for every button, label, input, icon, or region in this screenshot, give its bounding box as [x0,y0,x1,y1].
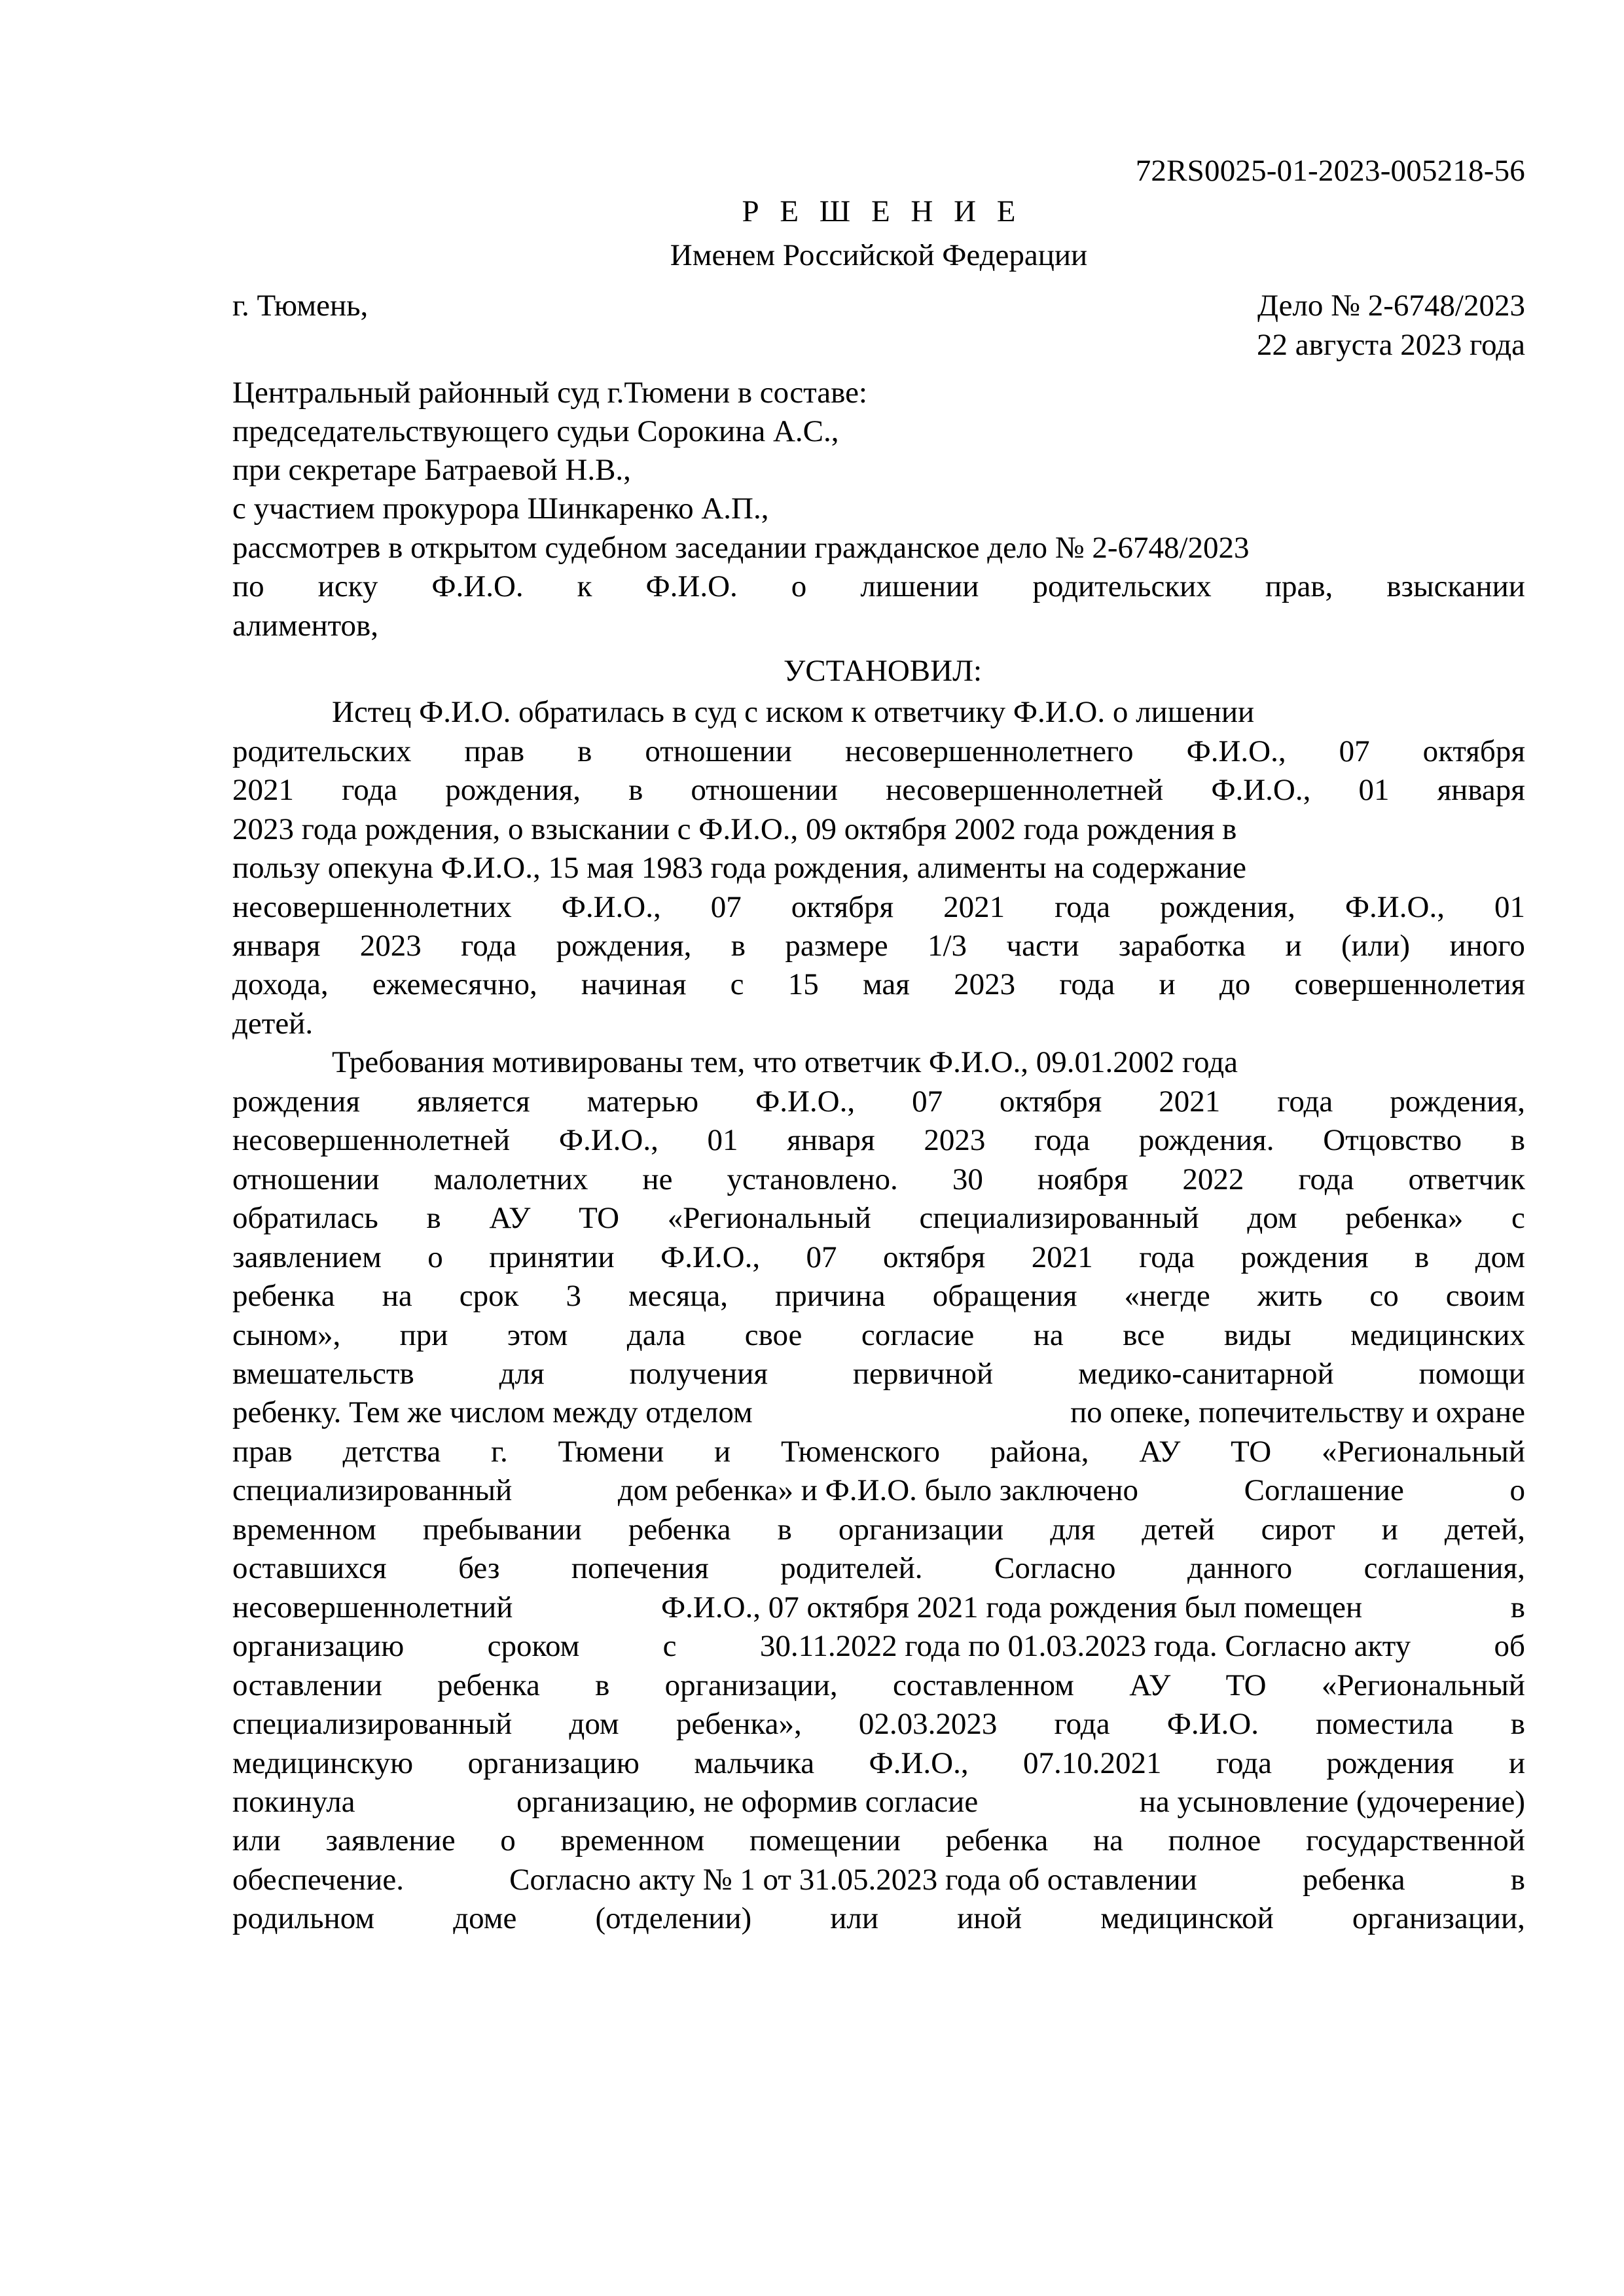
text-word: вмешательств [232,1356,414,1391]
text-word: ребенка [1302,1862,1405,1897]
text-word: в [1510,1707,1525,1742]
text-word: организацию, не оформив согласие [516,1784,979,1819]
text-word: года [1139,1240,1195,1274]
paragraph-line: 2023 года рождения, о взыскании с Ф.И.О., 09 октября 2002 года рождения в [232,812,1237,846]
text-word: и [1159,967,1176,1002]
text-word: сыном», [232,1318,341,1352]
text-word: попечения [571,1551,709,1586]
paragraph-line [232,1277,1525,1316]
text-word: ребенку. Тем же числом между отделом [232,1395,753,1430]
text-word: АУ [1139,1434,1181,1469]
text-word: Ф.И.О., [1344,889,1445,924]
text-word: года [1298,1162,1354,1196]
composition-line: при секретаре Батраевой Н.В., [232,453,631,488]
paragraph-line [232,1238,1525,1277]
text-word: взыскании [1386,569,1525,604]
text-word: при [399,1318,448,1352]
paragraph-line [232,1588,1525,1627]
text-word: иной [957,1901,1022,1936]
text-word: дала [626,1318,686,1352]
text-word: без [458,1551,500,1586]
text-word: в [1510,1862,1525,1897]
text-word: ребенка [232,1279,335,1314]
text-word: Отцовство [1323,1123,1462,1158]
text-word: детей, [1444,1512,1525,1547]
paragraph-line [232,1899,1525,1938]
composition-line: председательствующего судьи Сорокина А.С., [232,414,839,449]
text-word: отношении [645,734,792,768]
text-word: «негде [1124,1279,1210,1314]
text-word: на [1092,1823,1123,1858]
text-word: организацию [232,1629,405,1664]
text-word: ответчик [1408,1162,1525,1196]
text-word: Тюмени [558,1434,664,1469]
text-word: Согласно [994,1551,1116,1586]
text-word: для [499,1356,545,1391]
text-word: несовершеннолетний [232,1590,513,1624]
text-word: ежемесячно, [372,967,537,1002]
text-word: медицинской [1100,1901,1274,1936]
text-word: отношении [232,1162,380,1196]
paragraph-line [232,1627,1525,1666]
paragraph-line [232,1433,1525,1471]
text-word: все [1123,1318,1165,1352]
text-word: организации, [1352,1901,1525,1936]
text-word: «Региональный [1321,1668,1525,1702]
text-word: специализированный [919,1201,1199,1236]
text-word: ТО [1231,1434,1272,1469]
text-word: дохода, [232,967,329,1002]
text-word: ребенка [437,1668,540,1702]
text-word: до [1219,967,1251,1002]
text-word: отношении [691,773,839,808]
text-word: района, [990,1434,1089,1469]
text-word: мальчика [694,1746,815,1780]
text-word: «Региональный [1321,1434,1525,1469]
text-word: с [662,1629,677,1664]
text-word: родительских [1032,569,1212,604]
paragraph-line [232,771,1525,810]
paragraph-line [232,1393,1525,1432]
section-heading-ustanovil: УСТАНОВИЛ: [783,654,983,689]
paragraph-line: Истец Ф.И.О. обратилась в суд с иском к ответчику Ф.И.О. о лишении [332,695,1255,730]
text-word: 02.03.2023 [858,1707,998,1742]
text-word: рождения, [556,928,692,963]
text-word: Ф.И.О. [1166,1707,1259,1742]
text-word: Ф.И.О., [660,1240,761,1274]
text-word: сроком [487,1629,580,1664]
text-word: согласие [861,1318,975,1352]
paragraph-motivation [232,1043,1525,1938]
text-word: в [1415,1240,1430,1274]
document-subtitle: Именем Российской Федерации [670,238,1088,273]
text-word: прав, [1265,569,1333,604]
text-word: заявление [325,1823,456,1858]
text-word: 2022 [1182,1162,1244,1196]
text-word: прав [232,1434,293,1469]
place-and-case-row [232,287,1525,364]
composition-line: Центральный районный суд г.Тюмени в составе: [232,375,867,410]
text-word: рождения. [1138,1123,1274,1158]
text-word: и [714,1434,731,1469]
text-word: оставлении [232,1668,382,1702]
paragraph-line: детей. [232,1006,314,1041]
text-word: января [1437,773,1525,808]
text-word: 3 [566,1279,581,1314]
text-word: «Региональный [667,1201,871,1236]
text-word: ребенка» [1345,1201,1464,1236]
text-word: января [787,1123,875,1158]
text-word: к [577,569,592,604]
text-word: не [642,1162,673,1196]
text-word: 30.11.2022 года по 01.03.2023 года. Согласно акту [759,1629,1411,1664]
text-word: о [427,1240,443,1274]
text-word: для [1050,1512,1096,1547]
text-word: в [731,928,746,963]
text-word: с [1511,1201,1525,1236]
text-word: государственной [1305,1823,1525,1858]
case-meta [232,287,1525,364]
place-of-issue: г. Тюмень, [232,289,369,323]
paragraph-line [232,732,1525,771]
text-word: Ф.И.О., [561,889,661,924]
text-word: Ф.И.О., [1211,773,1311,808]
text-word: медико-санитарной [1078,1356,1334,1391]
text-word: временном [560,1823,705,1858]
text-word: в [777,1512,792,1547]
text-word: 07 [710,889,742,924]
text-word: о [1509,1473,1525,1508]
claim-introduction [232,529,1525,645]
text-word: матерью [586,1084,699,1119]
text-word: 07 [912,1084,943,1119]
paragraph-line [232,1083,1525,1121]
text-word: об [1494,1629,1525,1664]
text-word: рождения, [445,773,581,808]
text-word: специализированный [232,1707,513,1742]
text-word: заработка [1118,928,1246,963]
text-word: организацию [467,1746,640,1780]
paragraph-line [232,1160,1525,1199]
text-word: 2021 [943,889,1005,924]
text-word: 01 [707,1123,738,1158]
text-word: года [342,773,398,808]
text-word: этом [507,1318,568,1352]
text-word: 2021 [1031,1240,1093,1274]
text-word: детства [342,1434,441,1469]
text-word: ребенка [628,1512,731,1547]
text-word: малолетних [433,1162,588,1196]
paragraph-line [232,1549,1525,1588]
text-word: АУ [1129,1668,1171,1702]
text-word: организации [838,1512,1004,1547]
text-word: части [1006,928,1079,963]
text-word: соглашения, [1363,1551,1525,1586]
text-word: Ф.И.О. [645,569,738,604]
text-word: на [1033,1318,1064,1352]
text-word: 07 [806,1240,837,1274]
text-word: Ф.И.О., [558,1123,659,1158]
text-word: года [461,928,517,963]
text-word: 15 [787,967,819,1002]
text-word: 2021 [232,773,294,808]
text-word: мая [862,967,910,1002]
text-word: иного [1449,928,1525,963]
paragraph-line [232,1199,1525,1238]
text-word: дом [1247,1201,1297,1236]
text-word: 07.10.2021 [1023,1746,1162,1780]
text-word: лишении [860,569,979,604]
text-word: несовершеннолетних [232,889,512,924]
text-word: года [1055,889,1111,924]
text-word: данного [1187,1551,1293,1586]
text-word: ребенка», [676,1707,802,1742]
text-word: обеспечение. [232,1862,404,1897]
text-word: месяца, [628,1279,729,1314]
paragraph-line [232,927,1525,965]
decision-date: 22 августа 2023 года [1257,327,1525,362]
text-word: и [1381,1512,1398,1547]
court-composition [232,374,1525,529]
text-word: полное [1168,1823,1261,1858]
paragraph-line [232,1666,1525,1705]
text-word: специализированный [232,1473,513,1508]
text-word: рождения [1326,1746,1454,1780]
text-word: на [382,1279,412,1314]
text-word: и [1508,1746,1525,1780]
text-word: поместила [1316,1707,1454,1742]
document-content [232,156,1525,1939]
text-word: Ф.И.О., [755,1084,856,1119]
text-word: 07 [1339,734,1370,768]
paragraph-line [232,1821,1525,1860]
text-word: (или) [1341,928,1411,963]
text-word: ТО [579,1201,620,1236]
text-word: октября [1422,734,1525,768]
paragraph-line: пользу опекуна Ф.И.О., 15 мая 1983 года рождения, алименты на содержание [232,851,1246,886]
text-word: о [500,1823,516,1858]
text-word: несовершеннолетней [886,773,1164,808]
text-word: рождения, [1160,889,1295,924]
text-word: временном [232,1512,376,1547]
text-word: в [1510,1590,1525,1624]
paragraph-line [232,1471,1525,1510]
text-word: совершеннолетия [1294,967,1525,1002]
paragraph-line [232,965,1525,1004]
text-word: своим [1445,1279,1525,1314]
text-word: родительских [232,734,412,768]
text-word: обращения [932,1279,1077,1314]
text-word: родителей. [780,1551,923,1586]
paragraph-line [232,888,1525,927]
text-word: в [577,734,592,768]
paragraph-line [232,1861,1525,1899]
text-word: пребывании [422,1512,582,1547]
text-word: размере [785,928,888,963]
text-word: октября [791,889,894,924]
text-word: срок [459,1279,519,1314]
case-label: Дело № 2-6748/2023 [1257,289,1525,323]
text-word: о [791,569,807,604]
text-word: дом [1475,1240,1525,1274]
text-word: Ф.И.О., [869,1746,969,1780]
paragraph-line [232,1121,1525,1160]
text-word: начиная [581,967,687,1002]
text-word: причина [775,1279,886,1314]
text-word: в [1510,1123,1525,1158]
text-word: ноября [1037,1162,1128,1196]
text-word: доме [453,1901,517,1936]
text-word: получения [629,1356,768,1391]
text-word: 2023 [954,967,1016,1002]
text-word: Ф.И.О., [1186,734,1286,768]
text-word: свое [744,1318,803,1352]
claim-line: алиментов, [232,608,378,643]
text-word: первичной [852,1356,994,1391]
text-word: Тюменского [780,1434,940,1469]
text-word: покинула [232,1784,355,1819]
text-word: жить [1257,1279,1323,1314]
text-word: медицинскую [232,1746,414,1780]
text-word: ребенка [945,1823,1049,1858]
paragraph-line [232,1355,1525,1393]
text-word: детей [1142,1512,1215,1547]
paragraph-line: Требования мотивированы тем, что ответчик Ф.И.О., 09.01.2002 года [332,1045,1238,1080]
text-word: помощи [1418,1356,1525,1391]
text-word: медицинских [1350,1318,1525,1352]
text-word: прав [464,734,525,768]
text-word: обратилась [232,1201,378,1236]
text-word: 2023 [359,928,422,963]
paragraph-line [232,1316,1525,1355]
text-word: 2023 [924,1123,986,1158]
text-word: в [426,1201,441,1236]
text-word: несовершеннолетнего [845,734,1134,768]
text-word: организации, [664,1668,838,1702]
paragraph-line [232,1705,1525,1744]
text-word: является [416,1084,530,1119]
text-word: виды [1223,1318,1291,1352]
text-word: по [232,569,264,604]
claim-line: рассмотрев в открытом судебном заседании гражданское дело № 2-6748/2023 [232,530,1250,565]
text-word: 1/3 [927,928,967,963]
text-word: АУ [489,1201,531,1236]
text-word: января [232,928,321,963]
text-word: 2021 [1159,1084,1221,1119]
text-word: заявлением [232,1240,382,1274]
text-word: 30 [952,1162,983,1196]
paragraph-line [232,1744,1525,1783]
text-word: с [730,967,744,1002]
claim-line-justified [232,567,1525,606]
text-word: принятии [489,1240,615,1274]
text-word: года [1059,967,1115,1002]
text-word: 01 [1358,773,1390,808]
document-title: Р Е Ш Е Н И Е [742,194,1022,228]
text-word: по опеке, попечительству и охране [1070,1395,1525,1430]
text-word: года [1216,1746,1272,1780]
text-word: оставшихся [232,1551,387,1586]
text-word: 01 [1494,889,1525,924]
paragraph-claim-summary [232,693,1525,1043]
text-word: года [1277,1084,1333,1119]
text-word: несовершеннолетней [232,1123,511,1158]
text-word: Ф.И.О. [431,569,524,604]
text-word: составленном [892,1668,1074,1702]
text-word: рождения, [1390,1084,1525,1119]
text-word: октября [882,1240,986,1274]
text-word: родильном [232,1901,375,1936]
text-word: дом ребенка» и Ф.И.О. было заключено [617,1473,1139,1508]
text-word: на усыновление (удочерение) [1139,1784,1525,1819]
text-word: Ф.И.О., 07 октября 2021 года рождения был помещен [661,1590,1363,1624]
text-word: года [1054,1707,1110,1742]
text-word: Соглашение [1244,1473,1404,1508]
text-word: или [232,1823,281,1858]
text-word: рождения [232,1084,360,1119]
text-word: г. [490,1434,508,1469]
text-word: или [830,1901,879,1936]
text-word: (отделении) [595,1901,752,1936]
text-word: ТО [1225,1668,1267,1702]
text-word: и [1285,928,1302,963]
case-number: 72RS0025-01-2023-005218-56 [1135,154,1525,188]
text-word: Согласно акту № 1 от 31.05.2023 года об оставлении [509,1862,1197,1897]
text-word: года [1034,1123,1091,1158]
paragraph-line [232,1511,1525,1549]
text-word: в [595,1668,610,1702]
paragraph-line [232,1783,1525,1821]
text-word: сирот [1261,1512,1335,1547]
text-word: установлено. [727,1162,898,1196]
text-word: октября [1000,1084,1102,1119]
text-word: помещении [749,1823,901,1858]
text-word: рождения [1240,1240,1369,1274]
text-word: иску [317,569,378,604]
composition-line: с участием прокурора Шинкаренко А.П., [232,492,769,526]
text-word: дом [569,1707,619,1742]
text-word: в [628,773,643,808]
text-word: со [1369,1279,1399,1314]
